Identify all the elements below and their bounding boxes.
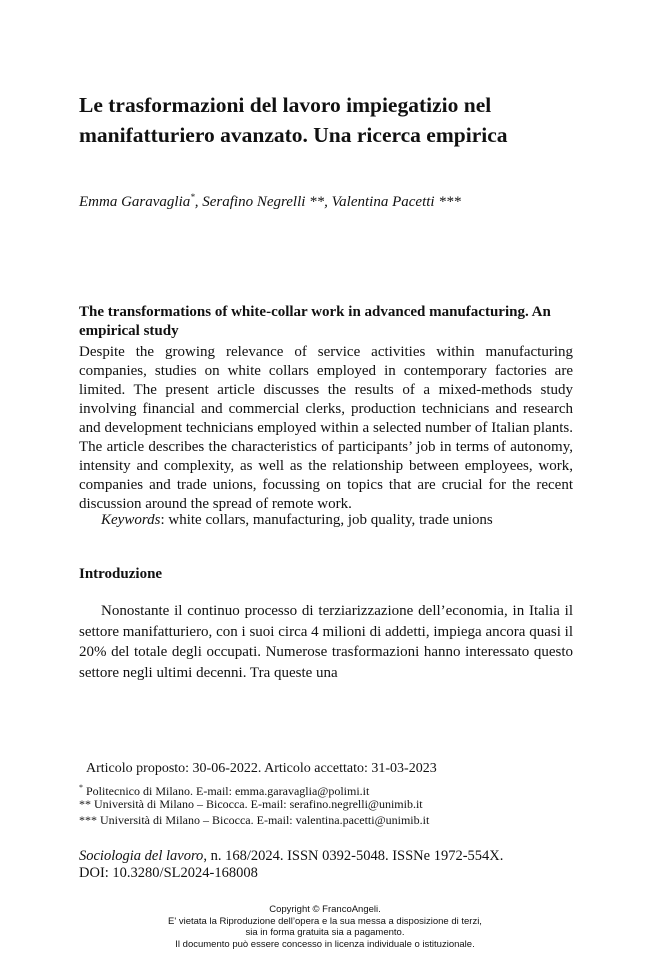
footnote-affiliation-1 <box>79 781 579 798</box>
keywords-list: : white collars, manufacturing, job quality, trade unions <box>160 512 493 528</box>
doi: DOI: 10.3280/SL2024-168008 <box>79 865 258 881</box>
author-1: Emma Garavaglia <box>79 194 191 210</box>
copyright-line-2: E' vietata la Riproduzione dell’opera e la sua messa a disposizione di terzi, <box>168 915 482 927</box>
journal-reference <box>79 848 579 882</box>
article-title-line-2: manifatturiero avanzato. Una ricerca empirica <box>79 123 508 147</box>
footnote-1-text: Politecnico di Milano. E-mail: emma.garavaglia@polimi.it <box>83 784 370 798</box>
copyright-line-1: Copyright © FrancoAngeli. <box>269 904 381 915</box>
journal-name: Sociologia del lavoro <box>79 848 204 864</box>
other-authors: , Serafino Negrelli **, Valentina Pacetti *** <box>194 194 461 210</box>
article-title-line-1: Le trasformazioni del lavoro impiegatizio nel <box>79 93 492 117</box>
author-1-footnote-mark: * <box>190 192 195 202</box>
keywords-label: Keywords <box>101 512 161 528</box>
abstract-title: The transformations of white-collar work in advanced manufacturing. An empirical study <box>79 304 551 339</box>
copyright-line-4: Il documento può essere concesso in licenza individuale o istituzionale. <box>175 938 475 950</box>
keywords <box>101 511 581 530</box>
intro-paragraph: Nonostante il continuo processo di terziarizzazione dell’economia, in Italia il settore manifatturiero, con i suoi circa 4 milioni di addetti, impiega ancora quasi il 20% del totale degli occupati. Numerose trasformazioni hanno interessato questo settore negli ultimi decenni. Tra queste una <box>79 603 573 681</box>
author-list <box>79 192 579 211</box>
footnote-1-mark: * <box>79 783 83 792</box>
section-heading: Introduzione <box>79 566 163 582</box>
journal-details: , n. 168/2024. ISSN 0392-5048. ISSNe 1972-554X. <box>203 848 504 864</box>
copyright-notice <box>0 904 650 950</box>
article-dates: Articolo proposto: 30-06-2022. Articolo accettato: 31-03-2023 <box>86 761 437 776</box>
article-title <box>79 90 579 150</box>
copyright-line-3: sia in forma gratuita sia a pagamento. <box>245 927 405 938</box>
abstract-text: Despite the growing relevance of service activities within manufacturing companies, studies on white collars employed in contemporary factories are limited. The present article discusses the results of a mixed-methods study involving financial and commercial clerks, production technicians and research and development technicians employed within a selected number of Italian plants. The article describes the characteristics of participants’ job in terms of autonomy, intensity and complexity, as well as the relationship between employees, work, companies and trade unions, focussing on topics that are crucial for the recent discussion around the spread of remote work. <box>79 344 573 512</box>
footnote-affiliation-2: ** Università di Milano – Bicocca. E-mail: serafino.negrelli@unimib.it <box>79 797 423 811</box>
footnote-affiliation-3: *** Università di Milano – Bicocca. E-mail: valentina.pacetti@unimib.it <box>79 813 430 827</box>
